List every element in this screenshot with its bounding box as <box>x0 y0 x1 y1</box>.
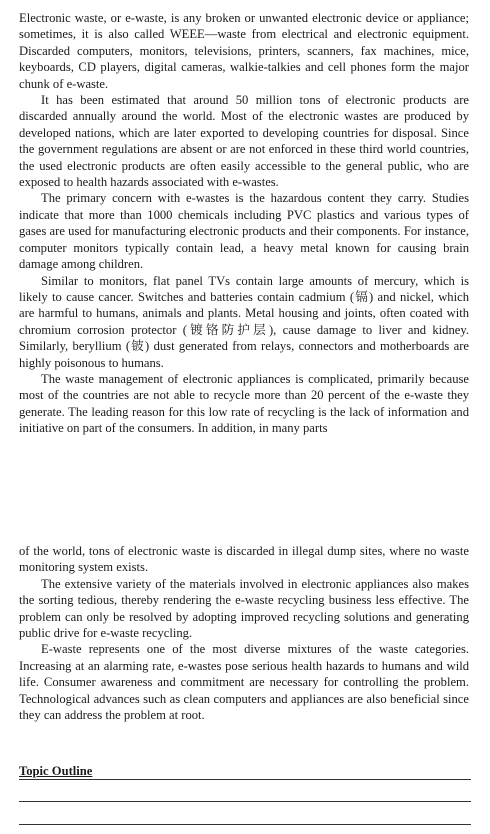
text-block-top <box>19 10 469 437</box>
paragraph-estimate: It has been estimated that around 50 million tons of electronic products are discarded annually around the world. Most of the electronic wastes are produced by developed nations, which are later exported to developing countries for disposal. Since the government regulations are absent or are not enforced in these third world countries, the used electronic products are often easily accessible to the general public, who are exposed to health hazards associated with e-wastes. <box>19 93 469 190</box>
paragraph-conclusion: E-waste represents one of the most diverse mixtures of the waste categories. Increasing at an alarming rate, e-wastes pose serious health hazards to humans and wild life. Consumer awareness and commitment are necessary for controlling the problem. Technological advances such as clean computers and appliances are also beneficial since they can address the problem at root. <box>19 642 469 723</box>
text-block-bottom <box>19 543 469 723</box>
paragraph-sorting: The extensive variety of the materials involved in electronic appliances also makes the sorting tedious, thereby rendering the e-waste recycling business less effective. The problem can only be resolved by adopting improved recycling solutions and generating public drive for e-waste recycling. <box>19 576 469 641</box>
paragraph-primary-concern: The primary concern with e-wastes is the hazardous content they carry. Studies indicate that more than 1000 chemicals including PVC plastics and various types of gases are used for manufacturing electronic products and their components. For instance, computer monitors typically contain lead, a heavy metal known for causing brain damage among children. <box>19 191 469 272</box>
paragraph-continuation: of the world, tons of electronic waste is discarded in illegal dump sites, where no waste monitoring system exists. <box>19 544 469 575</box>
paragraph-intro: Electronic waste, or e-waste, is any broken or unwanted electronic device or appliance; sometimes, it is also called WEEE—waste from electrical and electronic equipment. Discarded computers, monitors, televisions, printers, scanners, fax machines, mice, keyboards, CD players, digital cameras, walkie-talkies and cell phones form the major chunk of e-waste. <box>19 11 469 91</box>
topic-outline-section <box>19 762 471 780</box>
paragraph-monitors: Similar to monitors, flat panel TVs contain large amounts of mercury, which is likely to cause cancer. Switches and batteries contain cadmium (镉) and nickel, which are harmful to humans, animals and plants. Metal housing and joints, often coated with chromium corrosion protector (镀铬防护层), cause damage to liver and kidney. Similarly, beryllium (铍) dust generated from relays, connectors and motherboards are highly poisonous to humans. <box>19 273 469 370</box>
outline-line-2 <box>19 801 471 802</box>
outline-line-3 <box>19 824 471 825</box>
page-break-gap <box>0 516 490 534</box>
topic-outline-title: Topic Outline <box>19 764 96 779</box>
paragraph-waste-management: The waste management of electronic appliances is complicated, primarily because most of the countries are not able to recycle more than 20 percent of the e-waste they generate. The leading reason for this low rate of recycling is the lack of information and initiative on part of the consumers. In addition, in many parts <box>19 371 469 436</box>
